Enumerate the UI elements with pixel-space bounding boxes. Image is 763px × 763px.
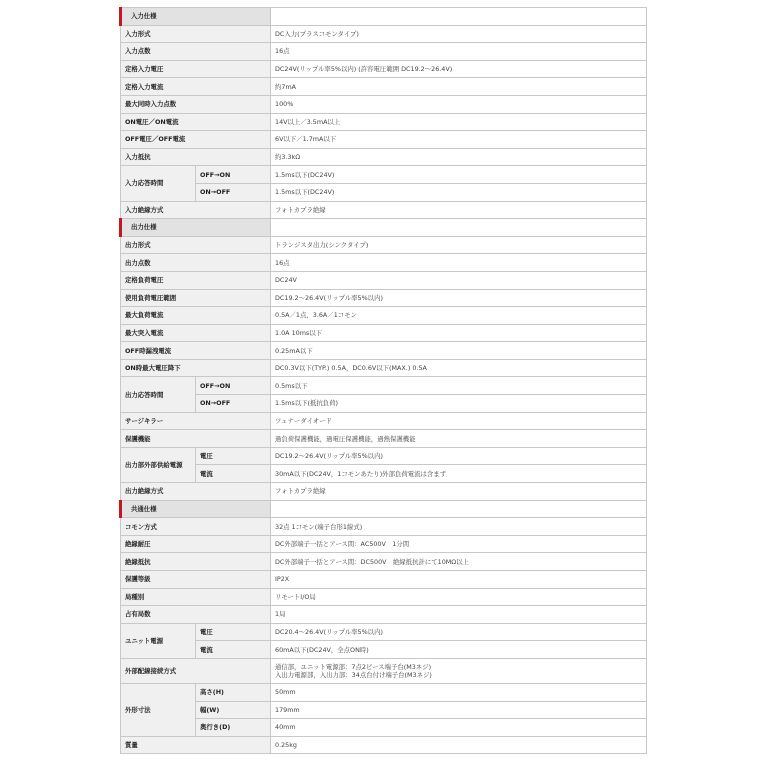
spec-value: IP2X (271, 571, 647, 589)
spec-value: 1.5ms以下(DC24V) (271, 183, 647, 201)
spec-value: DC19.2～26.4V(リップル率5%以内) (271, 289, 647, 307)
spec-sublabel: 電圧 (196, 623, 271, 641)
section-header-row (121, 219, 647, 237)
spec-label: 占有局数 (121, 606, 271, 624)
spec-value: DC外部端子一括とアース間：DC500V 絶縁抵抗計にて10MΩ以上 (271, 553, 647, 571)
section-title: 共通仕様 (121, 500, 271, 518)
spec-row (121, 324, 647, 342)
spec-value: 0.5ms以下 (271, 377, 647, 395)
spec-value: DC20.4～26.4V(リップル率5%以内) (271, 623, 647, 641)
spec-value: 1.5ms以下(DC24V) (271, 166, 647, 184)
spec-value: 100% (271, 95, 647, 113)
spec-label: 使用負荷電圧範囲 (121, 289, 271, 307)
spec-value: 50mm (271, 683, 647, 701)
spec-sublabel: OFF→ON (196, 377, 271, 395)
spec-value: 16点 (271, 43, 647, 61)
spec-value: DC0.3V以下(TYP.) 0.5A，DC0.6V以下(MAX.) 0.5A (271, 359, 647, 377)
spec-value: フォトカプラ絶縁 (271, 201, 647, 219)
spec-value: 1.5ms以下(抵抗負荷) (271, 395, 647, 413)
spec-row (121, 430, 647, 448)
spec-label: 定格入力電流 (121, 78, 271, 96)
spec-value: 32点 1コモン(端子台形1線式) (271, 518, 647, 536)
spec-value: DC24V (271, 271, 647, 289)
spec-value: 179mm (271, 701, 647, 719)
spec-label: 入力点数 (121, 43, 271, 61)
spec-label: 出力応答時間 (121, 377, 196, 412)
spec-table (119, 7, 647, 754)
spec-row (121, 236, 647, 254)
spec-row (121, 183, 647, 201)
section-title: 入力仕様 (121, 8, 271, 26)
spec-label: ON時最大電圧降下 (121, 359, 271, 377)
spec-row (121, 148, 647, 166)
spec-label: 最大突入電流 (121, 324, 271, 342)
section-title: 出力仕様 (121, 219, 271, 237)
spec-row (121, 465, 647, 483)
spec-row (121, 307, 647, 325)
spec-label: OFF電圧／OFF電流 (121, 131, 271, 149)
spec-row (121, 78, 647, 96)
spec-value: フォトカプラ絶縁 (271, 483, 647, 501)
spec-row (121, 518, 647, 536)
spec-value: 6V以下／1.7mA以下 (271, 131, 647, 149)
spec-label: 絶縁抵抗 (121, 553, 271, 571)
spec-value: 1.0A 10ms以下 (271, 324, 647, 342)
spec-row (121, 43, 647, 61)
spec-label: 入力絶縁方式 (121, 201, 271, 219)
spec-label: 最大同時入力点数 (121, 95, 271, 113)
spec-row (121, 736, 647, 754)
spec-row (121, 95, 647, 113)
spec-value: ツェナーダイオード (271, 412, 647, 430)
spec-label: 入力形式 (121, 25, 271, 43)
spec-label: 保護機能 (121, 430, 271, 448)
spec-label: 定格入力電圧 (121, 60, 271, 78)
spec-label: ユニット電源 (121, 623, 196, 658)
spec-value: 14V以上／3.5mA以上 (271, 113, 647, 131)
spec-row (121, 395, 647, 413)
spec-label: 出力形式 (121, 236, 271, 254)
spec-sublabel: ON→OFF (196, 395, 271, 413)
spec-row (121, 571, 647, 589)
spec-sublabel: 高さ(H) (196, 683, 271, 701)
spec-label: 外形寸法 (121, 683, 196, 736)
spec-value: 約7mA (271, 78, 647, 96)
spec-sublabel: OFF→ON (196, 166, 271, 184)
spec-value: 0.25mA以下 (271, 342, 647, 360)
spec-value: トランジスタ出力(シンクタイプ) (271, 236, 647, 254)
spec-value: 60mA以下(DC24V，全点ON時) (271, 641, 647, 659)
spec-sublabel: 奥行き(D) (196, 719, 271, 737)
section-header-value (271, 219, 647, 237)
spec-label: 定格負荷電圧 (121, 271, 271, 289)
spec-row (121, 701, 647, 719)
spec-row (121, 447, 647, 465)
spec-row (121, 606, 647, 624)
spec-label: 保護等級 (121, 571, 271, 589)
spec-value: 30mA以下(DC24V，1コモンあたり)外部負荷電流は含まず (271, 465, 647, 483)
spec-value: DC24V(リップル率5%以内) (許容電圧範囲 DC19.2～26.4V) (271, 60, 647, 78)
spec-row (121, 60, 647, 78)
spec-label: 局種別 (121, 588, 271, 606)
spec-row (121, 377, 647, 395)
spec-row (121, 166, 647, 184)
spec-label: 外部配線接続方式 (121, 658, 271, 683)
spec-row (121, 553, 647, 571)
spec-row (121, 483, 647, 501)
spec-row (121, 113, 647, 131)
spec-label: サージキラー (121, 412, 271, 430)
spec-value: DC入力(プラスコモンタイプ) (271, 25, 647, 43)
spec-label: ON電圧／ON電流 (121, 113, 271, 131)
spec-row (121, 342, 647, 360)
spec-value: 1局 (271, 606, 647, 624)
spec-row (121, 271, 647, 289)
section-header-value (271, 500, 647, 518)
spec-row (121, 623, 647, 641)
spec-row (121, 412, 647, 430)
spec-row (121, 254, 647, 272)
spec-sublabel: ON→OFF (196, 183, 271, 201)
spec-value: 0.25kg (271, 736, 647, 754)
spec-value: DC外部端子一括とアース間：AC500V 1分間 (271, 535, 647, 553)
spec-row (121, 25, 647, 43)
spec-label: 出力点数 (121, 254, 271, 272)
spec-table-body (121, 8, 647, 754)
spec-label: 絶縁耐圧 (121, 535, 271, 553)
spec-row (121, 535, 647, 553)
section-header-row (121, 8, 647, 26)
spec-row (121, 658, 647, 683)
spec-value: DC19.2～26.4V(リップル率5%以内) (271, 447, 647, 465)
spec-value: 過負荷保護機能，過電圧保護機能，過熱保護機能 (271, 430, 647, 448)
spec-value-line: 通信部，ユニット電源部：7点2ピース端子台(M3ネジ) (275, 662, 432, 671)
spec-value-line: 入出力電源部，入出力部：34点台付け端子台(M3ネジ) (275, 670, 432, 679)
spec-label: OFF時漏洩電流 (121, 342, 271, 360)
spec-row (121, 719, 647, 737)
spec-sublabel: 幅(W) (196, 701, 271, 719)
spec-row (121, 359, 647, 377)
spec-row (121, 683, 647, 701)
spec-label: 入力応答時間 (121, 166, 196, 201)
spec-label: 出力部外部供給電源 (121, 447, 196, 482)
spec-value: 0.5A／1点，3.6A／1コモン (271, 307, 647, 325)
spec-sublabel: 電流 (196, 641, 271, 659)
section-header-row (121, 500, 647, 518)
spec-label: 入力抵抗 (121, 148, 271, 166)
spec-label: 質量 (121, 736, 271, 754)
spec-row (121, 131, 647, 149)
spec-row (121, 641, 647, 659)
spec-row (121, 289, 647, 307)
spec-value: リモートI/O局 (271, 588, 647, 606)
spec-value: 40mm (271, 719, 647, 737)
spec-row (121, 201, 647, 219)
spec-label: コモン方式 (121, 518, 271, 536)
spec-value: 約3.3kΩ (271, 148, 647, 166)
spec-row (121, 588, 647, 606)
spec-value (271, 658, 647, 683)
spec-value: 16点 (271, 254, 647, 272)
section-header-value (271, 8, 647, 26)
spec-sublabel: 電流 (196, 465, 271, 483)
spec-label: 出力絶縁方式 (121, 483, 271, 501)
spec-label: 最大負荷電流 (121, 307, 271, 325)
spec-sublabel: 電圧 (196, 447, 271, 465)
